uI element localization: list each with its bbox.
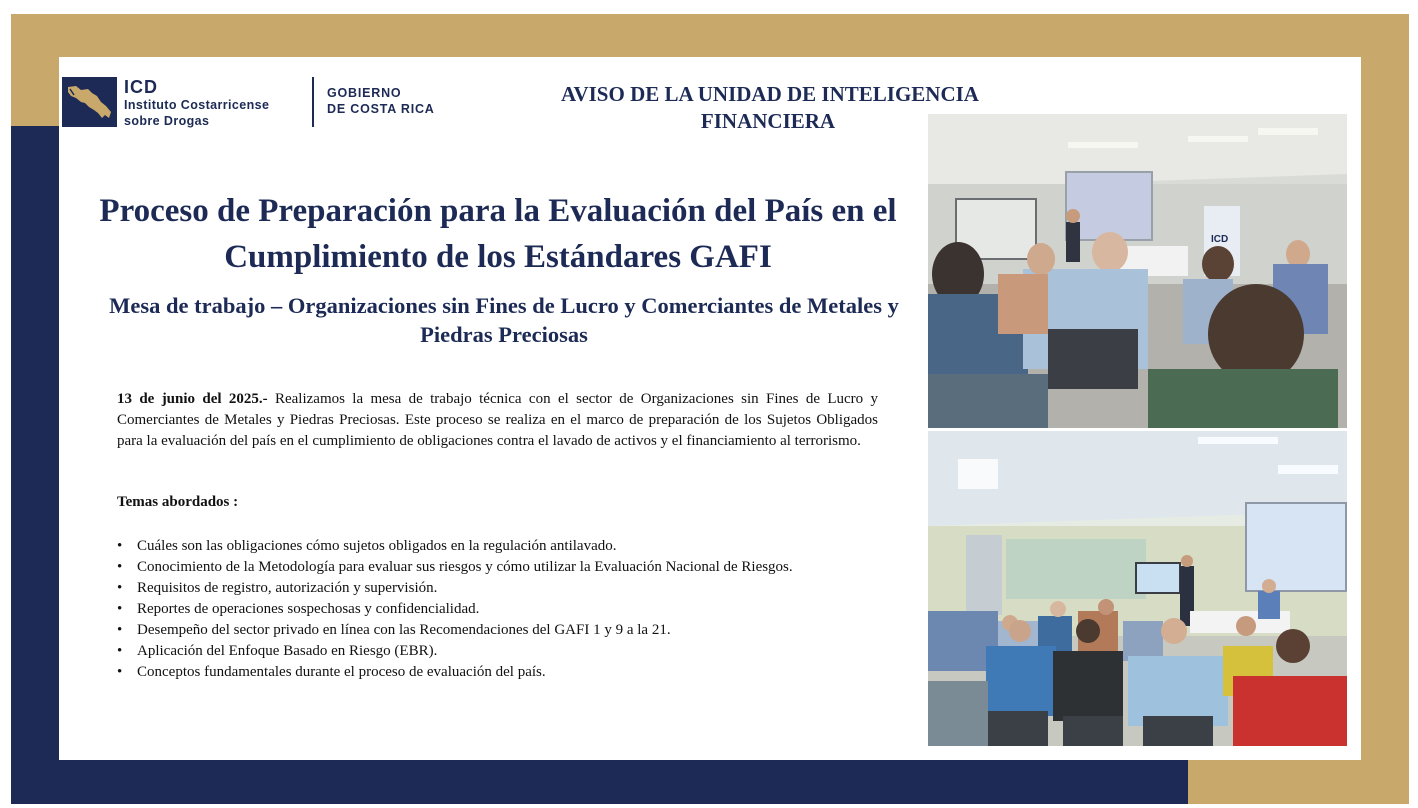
topics-heading: Temas abordados : [117,494,239,510]
list-item: • Reportes de operaciones sospechosas y confidencialidad. [117,599,878,620]
notice-heading-line2: FINANCIERA [700,109,836,133]
list-item: • Requisitos de registro, autorización y supervisión. [117,578,878,599]
article-paragraph [117,389,878,452]
list-item: • Conocimiento de la Metodología para evaluar sus riesgos y cómo utilizar la Evaluación Nacional de Riesgos. [117,557,878,578]
page-title: Proceso de Preparación para la Evaluación del País en el Cumplimiento de los Estándares GAFI [99,193,897,275]
meeting-photo-1 [928,114,1347,428]
government-line2: DE COSTA RICA [327,102,435,116]
costa-rica-map-logo-icon [62,77,117,127]
list-item: • Cuáles son las obligaciones cómo sujetos obligados en la regulación antilavado. [117,536,878,557]
topics-list [117,536,878,683]
meeting-photo-2 [928,431,1347,746]
list-item: • Aplicación del Enfoque Basado en Riesgo (EBR). [117,641,878,662]
page-subtitle: Mesa de trabajo – Organizaciones sin Fines de Lucro y Comerciantes de Metales y Piedras Preciosas [109,293,899,347]
government-line1: GOBIERNO [327,86,402,100]
article-date: 13 de junio del 2025.- [117,391,268,407]
banner-label: ICD [1211,234,1229,245]
list-item: • Desempeño del sector privado en línea con las Recomendaciones del GAFI 1 y 9 a la 21. [117,620,878,641]
list-item: • Conceptos fundamentales durante el proceso de evaluación del país. [117,662,878,683]
brand-name-line1: Instituto Costarricense [124,98,270,112]
logo-divider [312,77,314,127]
brand-name-line2: sobre Drogas [124,114,210,128]
brand-acronym: ICD [124,77,158,97]
article-text: Realizamos la mesa de trabajo técnica con el sector de Organizaciones sin Fines de Lucro y Comerciantes de Metales y Piedras Preciosas. Este proceso se realiza en el marco de preparación de los Sujetos Obligados para la evaluación del país en el cumplimiento de obligaciones contra el lavado de activos y el financiamiento al terrorismo. [117,391,878,449]
notice-heading-line1: AVISO DE LA UNIDAD DE INTELIGENCIA [561,82,979,106]
